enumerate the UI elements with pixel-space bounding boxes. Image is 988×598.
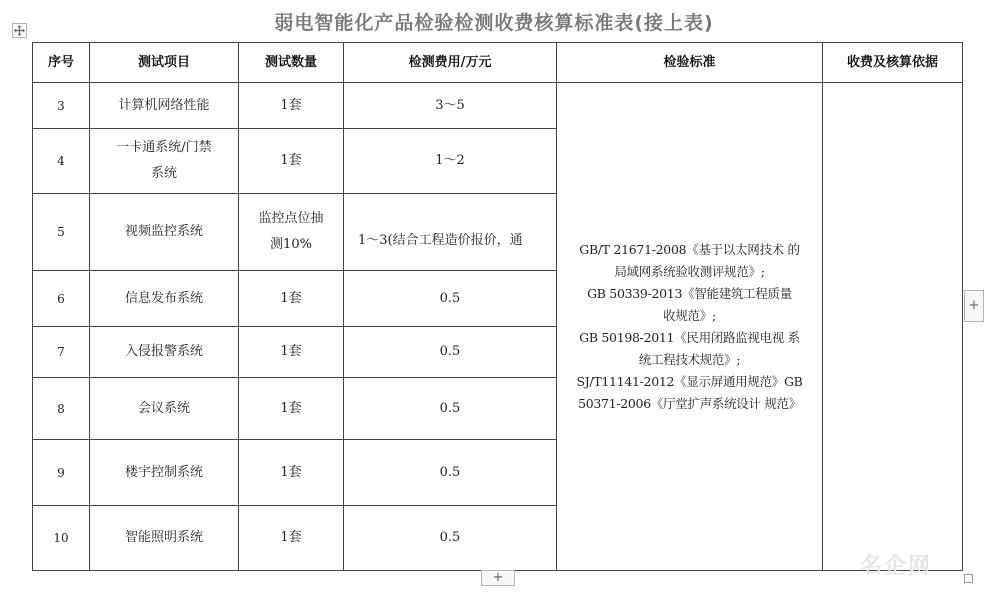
row-qty[interactable]: 1套	[239, 327, 344, 378]
add-row-button[interactable]: +	[481, 570, 515, 586]
standard-cell[interactable]	[557, 83, 823, 571]
row-no[interactable]: 5	[33, 194, 90, 271]
row-item-line: 一卡通系统/门禁	[116, 140, 212, 155]
move-arrows-icon	[14, 25, 25, 36]
standard-line: GB 50339-2013《智能建筑工程质量	[587, 285, 792, 301]
header-fee: 检测费用/万元	[344, 43, 557, 83]
row-item[interactable]: 入侵报警系统	[90, 327, 239, 378]
basis-cell[interactable]	[823, 83, 963, 571]
row-item[interactable]: 计算机网络性能	[90, 83, 239, 129]
row-qty[interactable]	[239, 194, 344, 271]
table-row	[33, 83, 963, 129]
row-item[interactable]: 智能照明系统	[90, 506, 239, 571]
row-fee[interactable]: 0.5	[344, 327, 557, 378]
row-qty[interactable]: 1套	[239, 83, 344, 129]
row-fee[interactable]: 0.5	[344, 378, 557, 440]
row-item[interactable]	[90, 129, 239, 194]
header-item: 测试项目	[90, 43, 239, 83]
table-header-row	[33, 43, 963, 83]
watermark-logo: 名企网	[860, 554, 933, 579]
header-qty: 测试数量	[239, 43, 344, 83]
row-no[interactable]: 10	[33, 506, 90, 571]
row-no[interactable]: 3	[33, 83, 90, 129]
row-qty-line: 监控点位抽	[258, 211, 324, 226]
standard-line: 收规范》;	[663, 307, 716, 323]
header-standard: 检验标准	[557, 43, 823, 83]
row-fee-text: 1～3(结合工程造价报价，通	[358, 233, 523, 248]
row-item[interactable]: 信息发布系统	[90, 271, 239, 327]
row-fee[interactable]: 0.5	[344, 506, 557, 571]
row-fee[interactable]: 3～5	[344, 83, 557, 129]
standard-line: SJ/T11141-2012《显示屏通用规范》GB	[576, 373, 803, 389]
standard-line: 50371-2006《厅堂扩声系统设计 规范》	[578, 395, 801, 411]
row-item[interactable]: 视频监控系统	[90, 194, 239, 271]
table-title: 弱电智能化产品检验检测收费核算标准表(接上表)	[274, 12, 714, 34]
row-qty[interactable]: 1套	[239, 129, 344, 194]
row-qty[interactable]: 1套	[239, 440, 344, 506]
resize-corner-icon[interactable]	[964, 574, 973, 583]
row-fee[interactable]: 0.5	[344, 271, 557, 327]
row-item-line: 系统	[150, 166, 177, 181]
row-qty[interactable]: 1套	[239, 271, 344, 327]
row-no[interactable]: 4	[33, 129, 90, 194]
row-item[interactable]: 楼宇控制系统	[90, 440, 239, 506]
standard-line: 统工程技术规范》;	[638, 351, 741, 367]
row-qty[interactable]: 1套	[239, 506, 344, 571]
add-column-button[interactable]: +	[964, 290, 984, 322]
standard-line: GB/T 21671-2008《基于以太网技术 的	[579, 241, 800, 257]
row-qty[interactable]: 1套	[239, 378, 344, 440]
fee-standard-table	[32, 42, 963, 571]
table-move-handle[interactable]	[12, 23, 27, 38]
row-item[interactable]: 会议系统	[90, 378, 239, 440]
row-no[interactable]: 8	[33, 378, 90, 440]
standard-line: GB 50198-2011《民用闭路监视电视 系	[579, 329, 800, 345]
row-fee[interactable]	[344, 194, 557, 271]
header-no: 序号	[33, 43, 90, 83]
row-no[interactable]: 9	[33, 440, 90, 506]
row-no[interactable]: 7	[33, 327, 90, 378]
row-no[interactable]: 6	[33, 271, 90, 327]
row-qty-line: 测10%	[270, 237, 312, 252]
row-fee[interactable]: 0.5	[344, 440, 557, 506]
standard-line: 局域网系统验收测评规范》;	[614, 263, 765, 279]
header-basis: 收费及核算依据	[823, 43, 963, 83]
row-fee[interactable]: 1～2	[344, 129, 557, 194]
